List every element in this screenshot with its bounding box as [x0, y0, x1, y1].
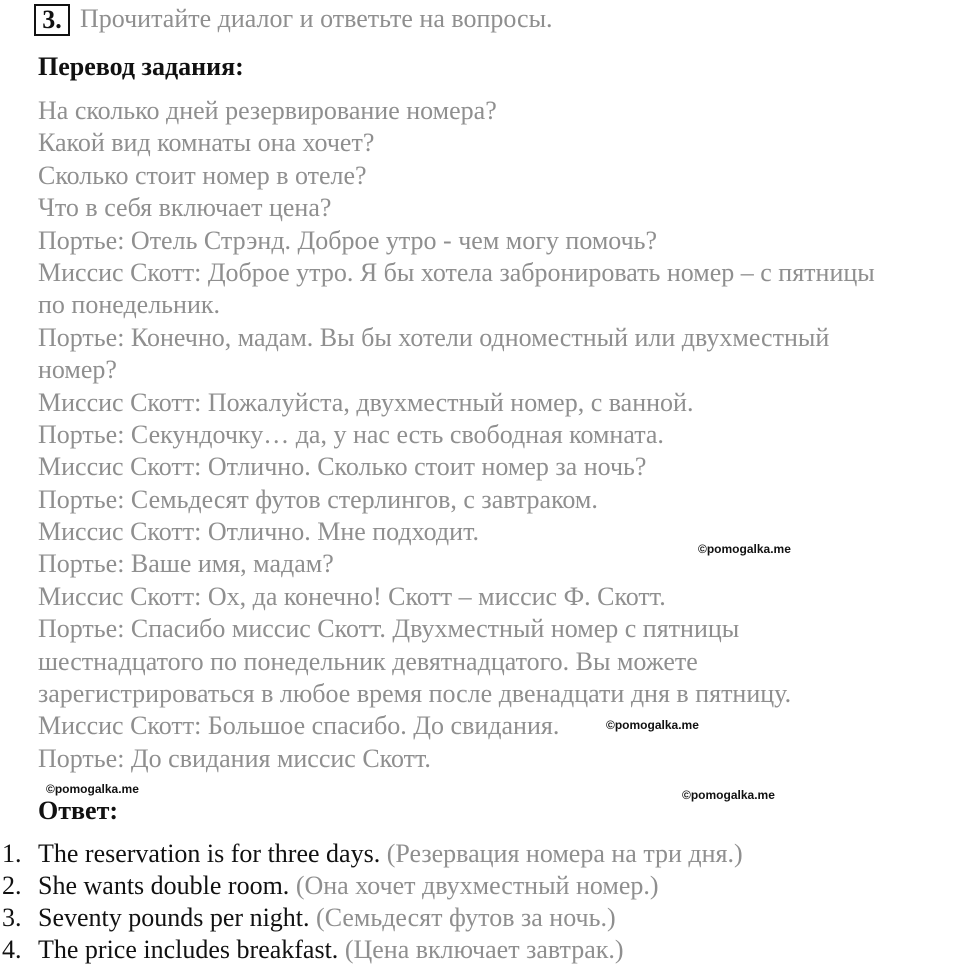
- text-line: номер?: [38, 355, 117, 385]
- text-line: по понедельник.: [38, 290, 220, 320]
- answer-number: 4.: [2, 935, 22, 964]
- list-item: [0, 902, 960, 934]
- watermark: ©pomogalka.me: [682, 788, 775, 802]
- list-item: [0, 934, 960, 966]
- text-line: Портье: Отель Стрэнд. Доброе утро - чем могу помочь?: [38, 225, 658, 255]
- text-line: Миссис Скотт: Отлично. Сколько стоит номер за ночь?: [38, 452, 647, 482]
- text-line: Миссис Скотт: Доброе утро. Я бы хотела забронировать номер – с пятницы: [38, 257, 875, 287]
- text-line: Портье: Секундочку… да, у нас есть свободная комната.: [38, 419, 664, 449]
- answer-english: She wants double room.: [38, 871, 290, 900]
- answer-heading: Ответ:: [38, 796, 119, 825]
- answer-list: [0, 838, 960, 966]
- text-line: Миссис Скотт: Отлично. Мне подходит.: [38, 517, 479, 547]
- answer-english: Seventy pounds per night.: [38, 903, 310, 932]
- answer-number: 3.: [2, 903, 22, 932]
- watermark: ©pomogalka.me: [46, 782, 139, 796]
- text-line: Миссис Скотт: Большое спасибо. До свидания.: [38, 711, 560, 741]
- task-instruction: Прочитайте диалог и ответьте на вопросы.: [80, 4, 553, 33]
- text-line: Какой вид комнаты она хочет?: [38, 128, 375, 158]
- translation-heading: Перевод задания:: [38, 52, 244, 81]
- answer-russian: (Она хочет двухместный номер.): [295, 871, 659, 900]
- task-number: 3.: [34, 4, 70, 36]
- text-line: Миссис Скотт: Ох, да конечно! Скотт – миссис Ф. Скотт.: [38, 581, 666, 611]
- text-line: Портье: Семьдесят футов стерлингов, с завтраком.: [38, 484, 598, 514]
- watermark: ©pomogalka.me: [606, 718, 699, 732]
- answer-number: 2.: [2, 871, 22, 900]
- text-line: Сколько стоит номер в отеле?: [38, 160, 367, 190]
- text-line: На сколько дней резервирование номера?: [38, 96, 497, 125]
- answer-english: The reservation is for three days.: [38, 839, 381, 868]
- answer-russian: (Резервация номера на три дня.): [386, 839, 743, 868]
- list-item: [0, 838, 960, 870]
- text-line: Портье: Конечно, мадам. Вы бы хотели одноместный или двухместный: [38, 322, 830, 352]
- watermark: ©pomogalka.me: [698, 542, 791, 556]
- text-line: шестнадцатого по понедельник девятнадцатого. Вы можете: [38, 646, 698, 676]
- answer-russian: (Семьдесят футов за ночь.): [316, 903, 616, 932]
- text-line: зарегистрироваться в любое время после двенадцати дня в пятницу.: [38, 679, 792, 709]
- text-line: Портье: Ваше имя, мадам?: [38, 549, 334, 579]
- answer-russian: (Цена включает завтрак.): [344, 935, 624, 964]
- translation-text: [38, 95, 960, 775]
- text-line: Портье: Спасибо миссис Скотт. Двухместный номер с пятницы: [38, 614, 740, 644]
- text-line: Что в себя включает цена?: [38, 193, 332, 223]
- answer-number: 1.: [2, 839, 22, 868]
- answer-english: The price includes breakfast.: [38, 935, 339, 964]
- text-line: Миссис Скотт: Пожалуйста, двухместный номер, с ванной.: [38, 387, 694, 417]
- text-line: Портье: До свидания миссис Скотт.: [38, 743, 431, 773]
- list-item: [0, 870, 960, 902]
